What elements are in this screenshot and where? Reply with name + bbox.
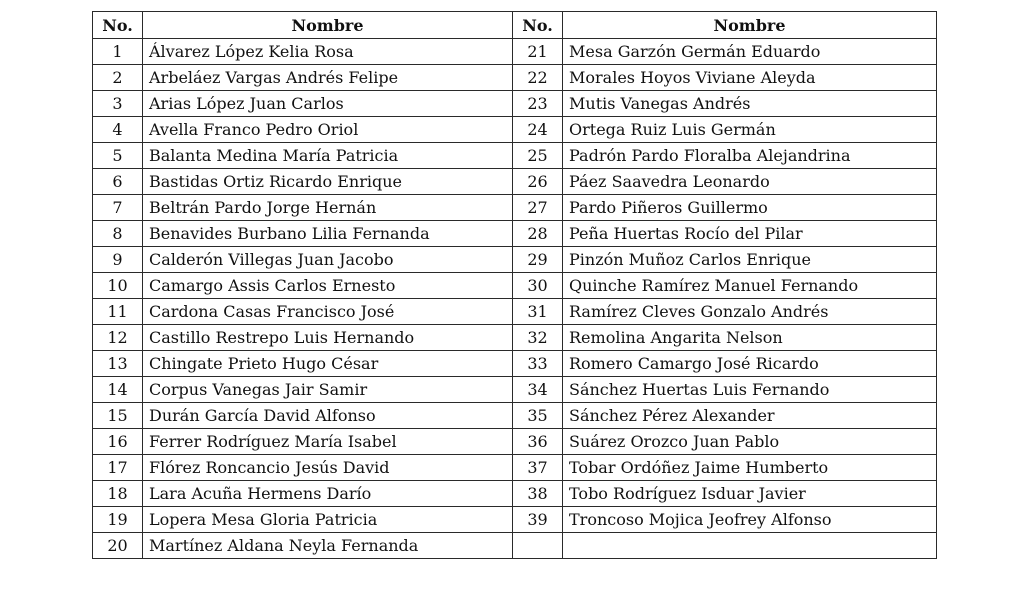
row-name-left: Lopera Mesa Gloria Patricia [143,507,513,533]
row-number-left: 16 [93,429,143,455]
row-name-right: Remolina Angarita Nelson [563,325,937,351]
header-row [93,12,937,39]
row-number-left: 9 [93,247,143,273]
row-name-right [563,533,937,559]
row-number-right: 36 [513,429,563,455]
row-number-right: 39 [513,507,563,533]
row-number-right: 25 [513,143,563,169]
row-number-left: 17 [93,455,143,481]
row-name-right: Troncoso Mojica Jeofrey Alfonso [563,507,937,533]
row-name-right: Padrón Pardo Floralba Alejandrina [563,143,937,169]
row-name-right: Suárez Orozco Juan Pablo [563,429,937,455]
row-number-right: 22 [513,65,563,91]
row-number-right: 30 [513,273,563,299]
row-number-left: 14 [93,377,143,403]
table-row [93,169,937,195]
row-number-left: 2 [93,65,143,91]
table-row [93,117,937,143]
row-number-left: 8 [93,221,143,247]
row-number-right: 37 [513,455,563,481]
table-row [93,377,937,403]
row-name-left: Calderón Villegas Juan Jacobo [143,247,513,273]
row-number-left: 5 [93,143,143,169]
row-name-right: Sánchez Pérez Alexander [563,403,937,429]
row-number-left: 1 [93,39,143,65]
row-name-left: Arbeláez Vargas Andrés Felipe [143,65,513,91]
row-name-left: Bastidas Ortiz Ricardo Enrique [143,169,513,195]
row-name-left: Camargo Assis Carlos Ernesto [143,273,513,299]
table-row [93,65,937,91]
table-row [93,455,937,481]
row-number-right: 27 [513,195,563,221]
row-name-right: Mutis Vanegas Andrés [563,91,937,117]
row-name-right: Pardo Piñeros Guillermo [563,195,937,221]
roster-table [92,11,937,559]
row-number-left: 20 [93,533,143,559]
row-number-right [513,533,563,559]
header-no-left: No. [93,12,143,39]
row-number-left: 7 [93,195,143,221]
table-row [93,91,937,117]
table-row [93,325,937,351]
row-name-right: Quinche Ramírez Manuel Fernando [563,273,937,299]
row-name-left: Durán García David Alfonso [143,403,513,429]
header-nombre-right: Nombre [563,12,937,39]
row-name-left: Flórez Roncancio Jesús David [143,455,513,481]
table-row [93,481,937,507]
row-name-right: Tobo Rodríguez Isduar Javier [563,481,937,507]
row-number-left: 15 [93,403,143,429]
table-row [93,247,937,273]
row-name-right: Páez Saavedra Leonardo [563,169,937,195]
header-nombre-left: Nombre [143,12,513,39]
table-row [93,221,937,247]
row-number-right: 32 [513,325,563,351]
row-number-right: 31 [513,299,563,325]
row-name-left: Castillo Restrepo Luis Hernando [143,325,513,351]
table-row [93,533,937,559]
row-name-left: Corpus Vanegas Jair Samir [143,377,513,403]
row-number-right: 24 [513,117,563,143]
row-number-right: 21 [513,39,563,65]
table-row [93,299,937,325]
row-name-left: Arias López Juan Carlos [143,91,513,117]
row-number-right: 29 [513,247,563,273]
row-name-right: Romero Camargo José Ricardo [563,351,937,377]
row-name-right: Sánchez Huertas Luis Fernando [563,377,937,403]
row-name-left: Álvarez López Kelia Rosa [143,39,513,65]
row-number-left: 3 [93,91,143,117]
row-name-right: Ortega Ruiz Luis Germán [563,117,937,143]
row-name-left: Avella Franco Pedro Oriol [143,117,513,143]
row-name-left: Beltrán Pardo Jorge Hernán [143,195,513,221]
row-number-right: 33 [513,351,563,377]
table-row [93,39,937,65]
row-name-right: Morales Hoyos Viviane Aleyda [563,65,937,91]
table-row [93,507,937,533]
row-name-left: Ferrer Rodríguez María Isabel [143,429,513,455]
table-row [93,273,937,299]
table-row [93,195,937,221]
row-name-right: Peña Huertas Rocío del Pilar [563,221,937,247]
table-row [93,351,937,377]
row-name-left: Cardona Casas Francisco José [143,299,513,325]
row-number-right: 34 [513,377,563,403]
table-row [93,403,937,429]
header-no-right: No. [513,12,563,39]
row-number-left: 10 [93,273,143,299]
roster-table-body [93,39,937,559]
row-number-left: 18 [93,481,143,507]
row-name-right: Mesa Garzón Germán Eduardo [563,39,937,65]
roster-table-header [93,12,937,39]
row-name-left: Chingate Prieto Hugo César [143,351,513,377]
row-number-right: 35 [513,403,563,429]
row-name-left: Martínez Aldana Neyla Fernanda [143,533,513,559]
row-number-left: 6 [93,169,143,195]
row-number-right: 23 [513,91,563,117]
table-row [93,143,937,169]
row-name-right: Pinzón Muñoz Carlos Enrique [563,247,937,273]
row-number-left: 4 [93,117,143,143]
row-number-left: 13 [93,351,143,377]
row-name-right: Tobar Ordóñez Jaime Humberto [563,455,937,481]
row-name-left: Benavides Burbano Lilia Fernanda [143,221,513,247]
row-number-left: 11 [93,299,143,325]
row-number-right: 38 [513,481,563,507]
row-number-left: 12 [93,325,143,351]
row-number-left: 19 [93,507,143,533]
row-number-right: 28 [513,221,563,247]
table-row [93,429,937,455]
row-number-right: 26 [513,169,563,195]
row-name-left: Lara Acuña Hermens Darío [143,481,513,507]
row-name-left: Balanta Medina María Patricia [143,143,513,169]
row-name-right: Ramírez Cleves Gonzalo Andrés [563,299,937,325]
